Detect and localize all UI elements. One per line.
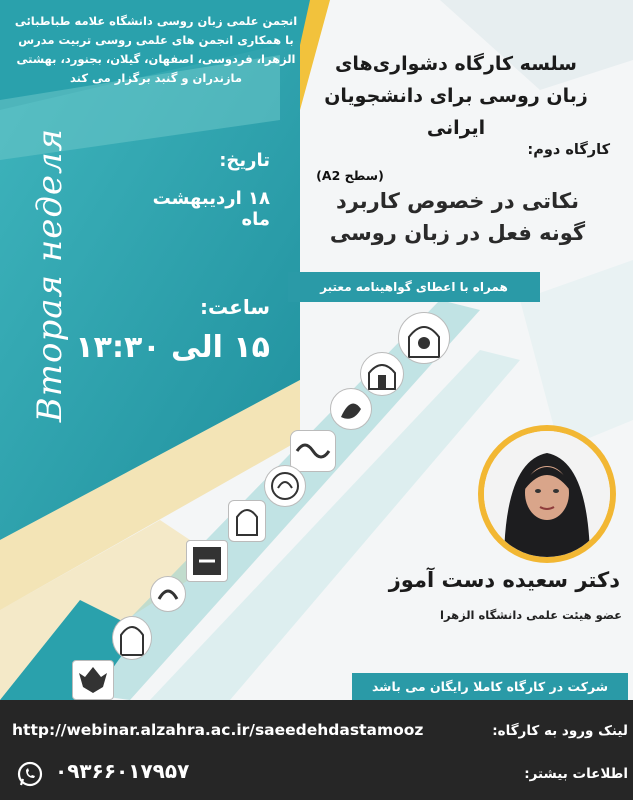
workshop-label: کارگاه دوم:: [527, 142, 610, 158]
level-label: (سطح A2): [316, 168, 384, 183]
series-title-line: زبان روسی برای دانشجویان ایرانی: [324, 85, 588, 139]
time-value: ۱۵ الی ۱۳:۳۰: [75, 330, 270, 365]
series-title-line: سلسه کارگاه دشواری‌های: [335, 53, 577, 75]
date-label: تاریخ:: [219, 150, 270, 171]
series-title: [300, 48, 612, 144]
workshop-title-line: گونه فعل در زبان روسی: [329, 221, 586, 245]
info-label: اطلاعات بیشتر:: [524, 766, 628, 782]
workshop-title: [305, 185, 610, 249]
arch-emblem-logo: [228, 500, 266, 542]
footer-bar: [0, 700, 633, 800]
organizer-line: با همکاری انجمن های علمی روسی تربیت مدرس: [18, 33, 294, 47]
free-participation-banner: شرکت در کارگاه کاملا رایگان می باشد: [352, 673, 628, 700]
arch-emblem-logo: [112, 616, 152, 660]
calligraphy-logo: [150, 576, 186, 612]
phone-number[interactable]: ۰۹۳۶۶۰۱۷۹۵۷: [55, 759, 190, 783]
whatsapp-icon: [16, 760, 44, 788]
certificate-banner: همراه با اعطای گواهینامه معتبر: [288, 272, 540, 302]
organizer-line: انجمن علمی زبان روسی دانشگاه علامه طباطبائی: [14, 14, 298, 28]
speaker-name: دکتر سعیده دست آموز: [388, 568, 620, 592]
week-russian-text: Вторая неделя: [30, 127, 70, 423]
date-value: ۱۸ اردیبهشت ماه: [152, 188, 270, 230]
eagle-crest-logo: [72, 660, 114, 700]
organizer-line: الزهرا، فردوسی، اصفهان، گیلان، بجنورد، بهشتی: [16, 52, 296, 66]
calligraphy-logo: [264, 465, 306, 507]
calligraphy-logo: [290, 430, 336, 472]
link-label: لینک ورود به کارگاه:: [492, 723, 628, 739]
calligraphy-logo: [186, 540, 228, 582]
workshop-title-line: نکاتی در خصوص کاربرد: [335, 189, 580, 213]
speaker-title: عضو هیئت علمی دانشگاه الزهرا: [440, 608, 622, 622]
arch-emblem-logo: [360, 352, 404, 396]
arch-emblem-logo: [398, 312, 450, 364]
organizer-line: مازندران و گنبد برگزار می کند: [70, 71, 242, 85]
time-label: ساعت:: [199, 295, 270, 319]
calligraphy-logo: [330, 388, 372, 430]
webinar-link[interactable]: http://webinar.alzahra.ac.ir/saeedehdastamooz: [12, 721, 424, 739]
speaker-photo: [484, 431, 610, 557]
